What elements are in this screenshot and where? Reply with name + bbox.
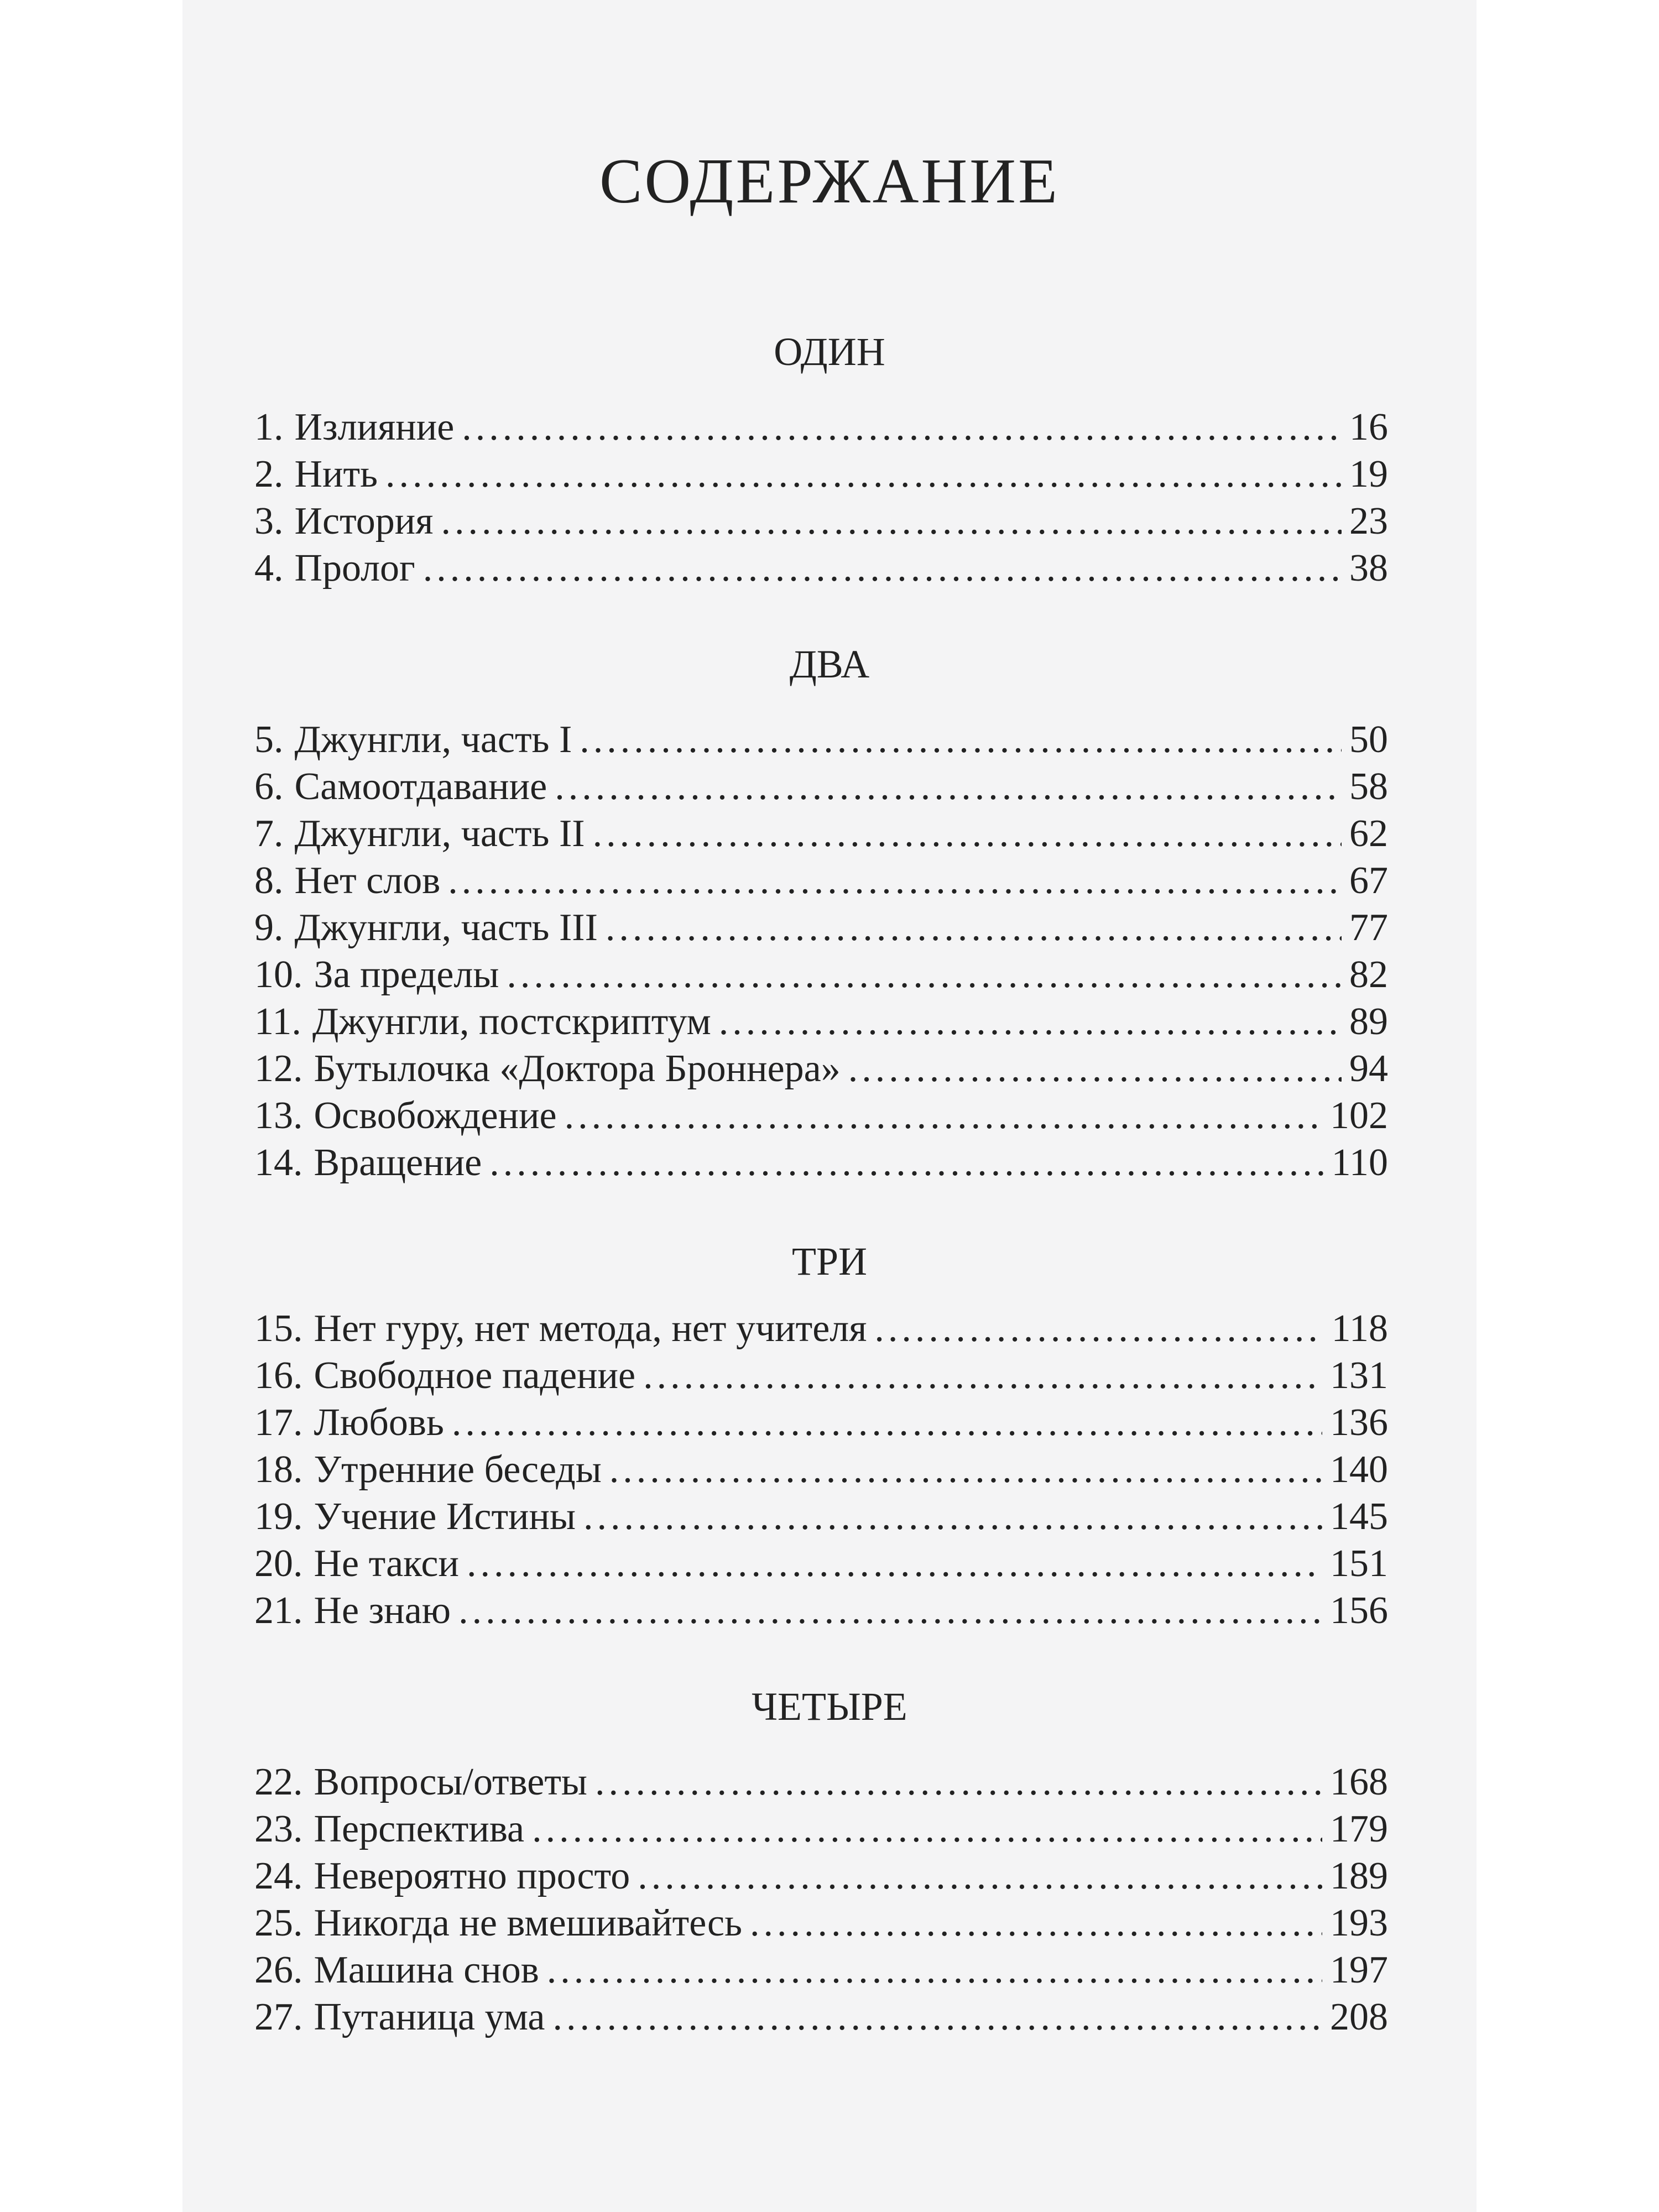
entry-number: 22. [254,1761,303,1803]
dot-leader [595,1759,1322,1806]
entry-page-number: 179 [1330,1808,1388,1850]
dot-leader [848,1045,1342,1092]
page-title: СОДЕРЖАНИЕ [599,146,1060,217]
entry-number: 27. [254,1996,303,2038]
entry-page-number: 197 [1330,1949,1388,1991]
toc-entry [254,716,1388,763]
toc-entry [254,1352,1388,1399]
entry-title: Утренние беседы [314,1448,602,1491]
entry-number: 19. [254,1495,303,1538]
dot-leader [638,1853,1322,1900]
dot-leader [580,716,1342,763]
entry-page-number: 82 [1349,953,1388,996]
dot-leader [462,404,1342,451]
entry-title: Нет гуру, нет метода, нет учителя [314,1307,867,1350]
toc-entry [254,545,1388,592]
entry-page-number: 208 [1330,1996,1388,2038]
part-heading-four: ЧЕТЫРЕ [752,1684,907,1729]
entry-number: 2. [254,453,284,495]
toc-entry [254,1900,1388,1947]
dot-leader [441,498,1342,545]
entry-number: 5. [254,718,284,761]
entry-page-number: 19 [1349,453,1388,495]
entry-number: 11. [254,1000,301,1043]
entry-number: 3. [254,500,284,542]
entry-title: Джунгли, часть I [294,718,572,761]
book-page [182,0,1477,2212]
entry-number: 16. [254,1354,303,1397]
entry-title: Не такси [314,1542,459,1585]
entry-title: Никогда не вмешивайтесь [314,1902,743,1944]
entry-number: 18. [254,1448,303,1491]
toc-entry [254,904,1388,951]
toc-entry [254,1994,1388,2041]
entry-title: Бутылочка «Доктора Броннера» [314,1047,841,1090]
entry-page-number: 145 [1330,1495,1388,1538]
entry-title: За пределы [314,953,499,996]
dot-leader [643,1352,1322,1399]
toc-entry [254,810,1388,857]
dot-leader [583,1493,1322,1540]
toc-entry [254,1806,1388,1853]
dot-leader [874,1305,1323,1352]
toc-entry [254,1853,1388,1900]
entry-title: Невероятно просто [314,1855,630,1897]
entry-number: 1. [254,406,284,448]
entry-page-number: 136 [1330,1401,1388,1444]
entry-page-number: 23 [1349,500,1388,542]
entry-number: 6. [254,765,284,808]
dot-leader [750,1900,1322,1947]
entry-page-number: 94 [1349,1047,1388,1090]
dot-leader [552,1994,1322,2041]
entry-number: 26. [254,1949,303,1991]
entry-page-number: 131 [1330,1354,1388,1397]
toc-entry [254,1305,1388,1352]
toc-entry [254,1446,1388,1493]
entry-title: Не знаю [314,1589,451,1632]
entry-number: 12. [254,1047,303,1090]
dot-leader [565,1092,1322,1139]
toc-entry [254,1947,1388,1994]
dot-leader [606,904,1342,951]
entry-number: 15. [254,1307,303,1350]
entry-page-number: 140 [1330,1448,1388,1491]
entry-title: Свободное падение [314,1354,636,1397]
toc-entry [254,951,1388,998]
entry-title: Вопросы/ответы [314,1761,587,1803]
toc-entry [254,763,1388,810]
dot-leader [609,1446,1322,1493]
entry-number: 20. [254,1542,303,1585]
entry-title: Вращение [314,1141,482,1184]
dot-leader [593,810,1342,857]
dot-leader [458,1587,1322,1634]
dot-leader [507,951,1342,998]
toc-entry [254,1759,1388,1806]
toc-entry [254,998,1388,1045]
part-heading-one: ОДИН [774,330,885,374]
entry-title: Освобождение [314,1094,557,1137]
entry-title: Машина снов [314,1949,539,1991]
dot-leader [555,763,1342,810]
toc-list-part-two [254,716,1388,1186]
toc-entry [254,1092,1388,1139]
dot-leader [547,1947,1322,1994]
dot-leader [489,1139,1323,1186]
entry-number: 10. [254,953,303,996]
entry-number: 7. [254,812,284,855]
entry-title: Самоотдавание [294,765,547,808]
entry-title: Нить [294,453,378,495]
dot-leader [448,857,1342,904]
entry-page-number: 193 [1330,1902,1388,1944]
toc-entry [254,498,1388,545]
toc-entry [254,857,1388,904]
entry-title: Учение Истины [314,1495,576,1538]
entry-page-number: 89 [1349,1000,1388,1043]
dot-leader [452,1399,1322,1446]
entry-title: Излияние [294,406,455,448]
entry-page-number: 168 [1330,1761,1388,1803]
entry-page-number: 118 [1331,1307,1388,1350]
entry-number: 24. [254,1855,303,1897]
entry-number: 21. [254,1589,303,1632]
entry-title: Пролог [294,547,415,589]
part-heading-two: ДВА [789,642,870,686]
toc-list-part-one [254,404,1388,592]
toc-entry [254,1540,1388,1587]
entry-title: Джунгли, часть II [294,812,585,855]
toc-entry [254,1139,1388,1186]
toc-entry [254,1493,1388,1540]
entry-title: Любовь [314,1401,444,1444]
entry-number: 4. [254,547,284,589]
entry-page-number: 189 [1330,1855,1388,1897]
entry-page-number: 67 [1349,859,1388,902]
part-heading-three: ТРИ [791,1239,868,1284]
entry-number: 14. [254,1141,303,1184]
entry-number: 13. [254,1094,303,1137]
entry-title: Нет слов [294,859,441,902]
entry-page-number: 102 [1330,1094,1388,1137]
entry-page-number: 58 [1349,765,1388,808]
entry-page-number: 156 [1330,1589,1388,1632]
entry-number: 9. [254,906,284,949]
entry-title: История [294,500,434,542]
toc-entry [254,1587,1388,1634]
entry-number: 23. [254,1808,303,1850]
dot-leader [532,1806,1322,1853]
entry-page-number: 38 [1349,547,1388,589]
entry-title: Джунгли, часть III [294,906,598,949]
toc-list-part-four [254,1759,1388,2041]
entry-title: Перспектива [314,1808,525,1850]
dot-leader [423,545,1342,592]
entry-page-number: 16 [1349,406,1388,448]
entry-number: 17. [254,1401,303,1444]
entry-title: Путаница ума [314,1996,545,2038]
dot-leader [385,451,1342,498]
entry-page-number: 151 [1330,1542,1388,1585]
toc-list-part-three [254,1305,1388,1634]
entry-page-number: 50 [1349,718,1388,761]
toc-entry [254,451,1388,498]
entry-page-number: 77 [1349,906,1388,949]
toc-entry [254,1399,1388,1446]
dot-leader [719,998,1342,1045]
toc-entry [254,1045,1388,1092]
entry-title: Джунгли, постскриптум [312,1000,711,1043]
entry-page-number: 62 [1349,812,1388,855]
entry-page-number: 110 [1331,1141,1388,1184]
toc-entry [254,404,1388,451]
entry-number: 8. [254,859,284,902]
dot-leader [467,1540,1322,1587]
entry-number: 25. [254,1902,303,1944]
